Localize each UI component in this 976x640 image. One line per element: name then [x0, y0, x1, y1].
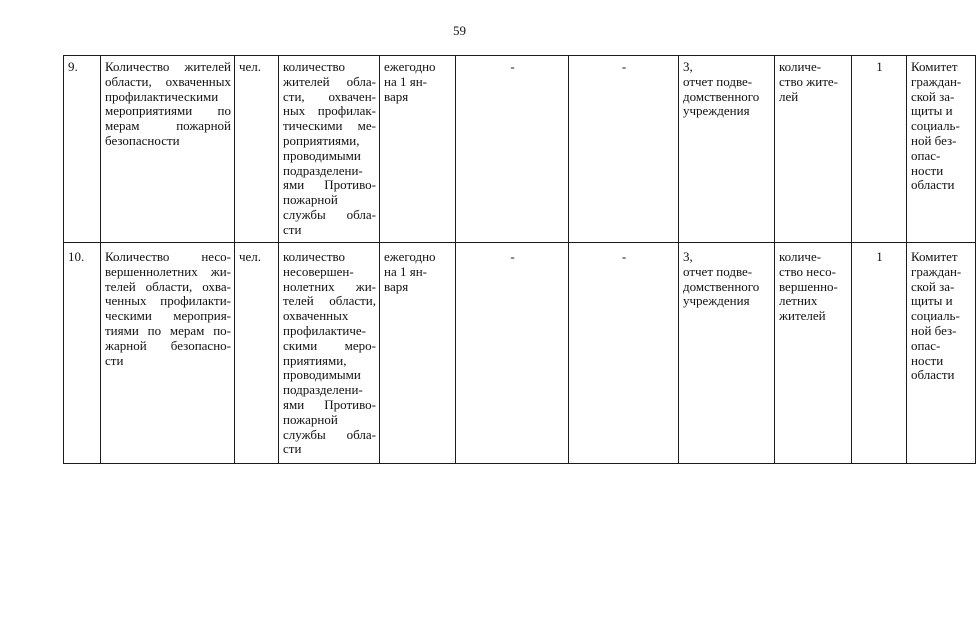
- text-line: отчет подве-: [683, 73, 753, 89]
- text-line: пожарной: [283, 192, 338, 208]
- text-line: отчет подве-: [683, 263, 753, 279]
- text-line: нолетних жи-: [283, 278, 376, 294]
- text-line: ской за-: [911, 88, 955, 104]
- text-line: количе-: [779, 59, 822, 74]
- text-line: домственного: [683, 278, 760, 294]
- cell-data-source: [679, 243, 775, 464]
- cell-periodicity: [380, 56, 456, 243]
- text-line: профилактическими: [105, 88, 219, 104]
- text-line: ями Противо-: [283, 396, 376, 412]
- cell-base-indicator: [775, 56, 852, 243]
- text-line: опас-: [911, 337, 941, 353]
- text-line: роприятиями,: [283, 132, 360, 148]
- text-line: ежегодно: [384, 249, 436, 264]
- text-line: Комитет: [911, 249, 958, 264]
- text-line: скими меро-: [283, 337, 376, 353]
- text-line: количе-: [779, 249, 822, 264]
- text-line: 3,: [683, 59, 693, 74]
- text-line: Количество жителей: [105, 59, 231, 74]
- text-line: сти, охвачен-: [283, 88, 376, 104]
- text-line: ности: [911, 162, 944, 178]
- text-line: на 1 ян-: [384, 263, 427, 279]
- text-line: сти: [283, 221, 302, 237]
- text-line: количество: [283, 249, 346, 264]
- text-line: несовершен-: [283, 263, 354, 279]
- text-line: проводимыми: [283, 367, 361, 383]
- text-line: жителей обла-: [283, 73, 376, 89]
- text-line: тическими ме-: [283, 118, 376, 134]
- text-line: ченных профилакти-: [105, 293, 231, 309]
- text-line: социаль-: [911, 308, 960, 324]
- text-line: тиями по мерам по-: [105, 322, 231, 338]
- text-line: подразделени-: [283, 162, 363, 178]
- cell-dash: -: [569, 243, 679, 464]
- cell-indicator-name: [101, 56, 235, 243]
- text-line: сти: [283, 441, 302, 457]
- text-line: ской за-: [911, 278, 955, 294]
- text-line: социаль-: [911, 118, 960, 134]
- text-line: ных профилак-: [283, 103, 376, 119]
- text-line: лей: [779, 88, 799, 104]
- text-line: ной без-: [911, 132, 957, 148]
- cell-unit: чел.: [235, 243, 279, 464]
- cell-periodicity: [380, 243, 456, 464]
- cell-base-indicator: [775, 243, 852, 464]
- cell-row-number: 10.: [64, 243, 101, 464]
- cell-indicator-name: [101, 243, 235, 464]
- text-line: сти: [105, 352, 124, 368]
- text-line: области: [911, 367, 955, 383]
- page-number: 59: [453, 23, 466, 38]
- text-line: опас-: [911, 147, 941, 163]
- text-line: ческими мероприя-: [105, 308, 231, 324]
- text-line: жителей: [779, 308, 826, 324]
- text-line: телей области, охва-: [105, 278, 231, 294]
- cell-calculation-method: [279, 56, 380, 243]
- text-line: щиты и: [911, 103, 953, 119]
- cell-value: 1: [852, 56, 907, 243]
- text-line: охваченных: [283, 308, 349, 324]
- cell-calculation-method: [279, 243, 380, 464]
- cell-data-source: [679, 56, 775, 243]
- text-line: Комитет: [911, 59, 958, 74]
- cell-responsible: [907, 56, 976, 243]
- table-row: [64, 243, 976, 464]
- table-body: [64, 56, 976, 464]
- cell-responsible: [907, 243, 976, 464]
- text-line: жарной безопасно-: [105, 337, 231, 353]
- text-line: Количество несо-: [105, 249, 231, 264]
- indicators-table: [63, 55, 976, 464]
- text-line: вершенно-: [779, 278, 838, 294]
- text-line: службы обла-: [283, 426, 376, 442]
- text-line: службы обла-: [283, 206, 376, 222]
- text-line: летних: [779, 293, 818, 309]
- text-line: области: [911, 177, 955, 193]
- text-line: щиты и: [911, 293, 953, 309]
- text-line: ежегодно: [384, 59, 436, 74]
- text-line: варя: [384, 88, 409, 104]
- text-line: ями Противо-: [283, 177, 376, 193]
- cell-value: 1: [852, 243, 907, 464]
- text-line: телей области,: [283, 293, 376, 309]
- text-line: домственного: [683, 88, 760, 104]
- text-line: граждан-: [911, 263, 962, 279]
- text-line: учреждения: [683, 293, 750, 309]
- text-line: на 1 ян-: [384, 73, 427, 89]
- text-line: профилактиче-: [283, 322, 367, 338]
- text-line: области, охваченных: [105, 73, 231, 89]
- text-line: количество: [283, 59, 346, 74]
- text-line: 3,: [683, 249, 693, 264]
- text-line: пожарной: [283, 411, 338, 427]
- text-line: вершеннолетних жи-: [105, 263, 231, 279]
- text-line: варя: [384, 278, 409, 294]
- text-line: граждан-: [911, 73, 962, 89]
- cell-dash: -: [456, 56, 569, 243]
- text-line: подразделени-: [283, 382, 363, 398]
- text-line: мероприятиями по: [105, 103, 231, 119]
- cell-row-number: 9.: [64, 56, 101, 243]
- cell-unit: чел.: [235, 56, 279, 243]
- text-line: проводимыми: [283, 147, 361, 163]
- text-line: ство несо-: [779, 263, 836, 279]
- text-line: ности: [911, 352, 944, 368]
- text-line: приятиями,: [283, 352, 347, 368]
- text-line: ной без-: [911, 322, 957, 338]
- cell-dash: -: [456, 243, 569, 464]
- text-line: мерам пожарной: [105, 118, 231, 134]
- table-row: [64, 56, 976, 243]
- text-line: безопасности: [105, 132, 180, 148]
- text-line: учреждения: [683, 103, 750, 119]
- cell-dash: -: [569, 56, 679, 243]
- text-line: ство жите-: [779, 73, 838, 89]
